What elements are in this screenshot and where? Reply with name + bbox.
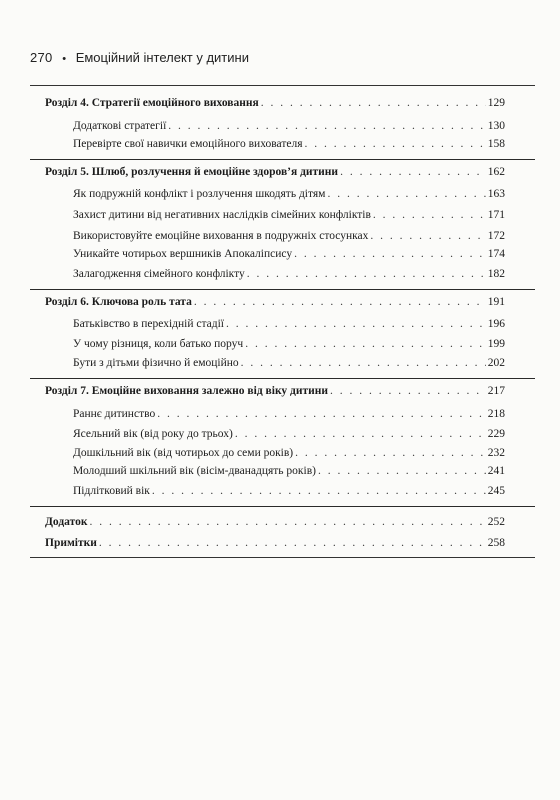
toc-page-number: 129 [487, 97, 505, 109]
toc-entry-title: Батьківство в перехідній стадії [73, 318, 224, 330]
dot-leader [370, 227, 485, 245]
toc-page-number: 252 [487, 516, 505, 528]
dot-leader [235, 425, 486, 443]
toc-entry[interactable] [73, 425, 505, 443]
toc-entry[interactable] [73, 335, 505, 353]
toc-entry[interactable] [73, 117, 505, 135]
toc-page-number: 229 [487, 428, 505, 440]
toc-entry[interactable] [73, 265, 505, 283]
toc-entry[interactable] [73, 315, 505, 333]
dot-leader [305, 135, 486, 153]
toc-entry[interactable] [73, 405, 505, 423]
section-divider [30, 159, 535, 160]
dot-leader [194, 293, 486, 311]
toc-bottom-rule [30, 557, 535, 558]
toc-entry[interactable] [73, 206, 505, 224]
dot-leader [294, 245, 486, 263]
toc-page-number: 163 [487, 188, 505, 200]
toc-entry[interactable] [73, 185, 505, 203]
toc-entry[interactable] [73, 245, 505, 263]
toc-entry[interactable] [73, 462, 505, 480]
toc-page-number: 191 [487, 296, 505, 308]
toc-entry-title: У чому різниця, коли батько поруч [73, 338, 244, 350]
toc-page-number: 199 [487, 338, 505, 350]
toc-page-number: 202 [487, 357, 505, 369]
toc-entry-title: Дошкільний вік (від чотирьох до семи років) [73, 447, 294, 459]
dot-leader [89, 513, 485, 531]
toc-entry[interactable] [73, 482, 505, 500]
dot-leader [373, 206, 486, 224]
toc-entry-title: Як подружній конфлікт і розлучення шкодять дітям [73, 188, 326, 200]
toc-page-number: 174 [487, 248, 505, 260]
toc-page-number: 258 [487, 537, 505, 549]
toc-chapter-title: Розділ 4. Стратегії емоційного виховання [45, 97, 259, 109]
toc-chapter-title: Розділ 5. Шлюб, розлучення й емоційне здоров’я дитини [45, 166, 339, 178]
toc-page-number: 130 [487, 120, 505, 132]
toc-chapter-4[interactable] [45, 94, 505, 112]
toc-page-number: 232 [487, 447, 505, 459]
toc-entry[interactable] [73, 227, 505, 245]
toc-page-number: 162 [487, 166, 505, 178]
dot-leader [157, 405, 486, 423]
header-bullet: • [62, 53, 67, 65]
dot-leader [318, 462, 486, 480]
toc-chapter-title: Розділ 6. Ключова роль тата [45, 296, 192, 308]
dot-leader [168, 117, 485, 135]
toc-entry[interactable] [73, 135, 505, 153]
toc-page-number: 245 [487, 485, 505, 497]
toc-top-rule [30, 85, 535, 86]
toc-entry-title: Додаткові стратегії [73, 120, 167, 132]
toc-entry-title: Використовуйте емоційне виховання в подружніх стосунках [73, 230, 369, 242]
toc-page-number: 182 [487, 268, 505, 280]
dot-leader [340, 163, 486, 181]
toc-appendix[interactable] [45, 513, 505, 531]
toc-entry-title: Молодший шкільний вік (вісім-дванадцять років) [73, 465, 316, 477]
toc-entry-title: Підлітковий вік [73, 485, 150, 497]
dot-leader [247, 265, 486, 283]
dot-leader [241, 354, 486, 372]
toc-page-number: 241 [487, 465, 505, 477]
dot-leader [327, 185, 485, 203]
toc-chapter-7[interactable] [45, 382, 505, 400]
toc-entry[interactable] [73, 354, 505, 372]
dot-leader [295, 444, 486, 462]
dot-leader [261, 94, 486, 112]
toc-page-number: 217 [487, 385, 505, 397]
toc-entry[interactable] [73, 444, 505, 462]
page-number: 270 [30, 50, 53, 65]
toc-page-number: 218 [487, 408, 505, 420]
toc-page-number: 158 [487, 138, 505, 150]
section-divider [30, 289, 535, 290]
toc-entry-title: Уникайте чотирьох вершників Апокаліпсису [73, 248, 293, 260]
toc-entry-title: Ясельний вік (від року до трьох) [73, 428, 233, 440]
toc-page-number: 171 [487, 209, 505, 221]
toc-chapter-title: Розділ 7. Емоційне виховання залежно від віку дитини [45, 385, 328, 397]
toc-entry-title: Перевірте свої навички емоційного вихователя [73, 138, 303, 150]
toc-entry-title: Бути з дітьми фізично й емоційно [73, 357, 239, 369]
section-divider [30, 378, 535, 379]
running-header [30, 50, 249, 65]
toc-entry-title: Раннє дитинство [73, 408, 156, 420]
toc-chapter-5[interactable] [45, 163, 505, 181]
toc-notes[interactable] [45, 534, 505, 552]
toc-page-number: 172 [487, 230, 505, 242]
section-divider [30, 506, 535, 507]
dot-leader [152, 482, 486, 500]
toc-chapter-title: Примітки [45, 537, 97, 549]
toc-entry-title: Залагодження сімейного конфлікту [73, 268, 245, 280]
dot-leader [99, 534, 486, 552]
dot-leader [330, 382, 486, 400]
toc-chapter-title: Додаток [45, 516, 88, 528]
toc-page-number: 196 [487, 318, 505, 330]
book-title: Емоційний інтелект у дитини [75, 50, 249, 65]
toc-entry-title: Захист дитини від негативних наслідків сімейних конфліктів [73, 209, 371, 221]
dot-leader [226, 315, 486, 333]
dot-leader [245, 335, 486, 353]
toc-chapter-6[interactable] [45, 293, 505, 311]
